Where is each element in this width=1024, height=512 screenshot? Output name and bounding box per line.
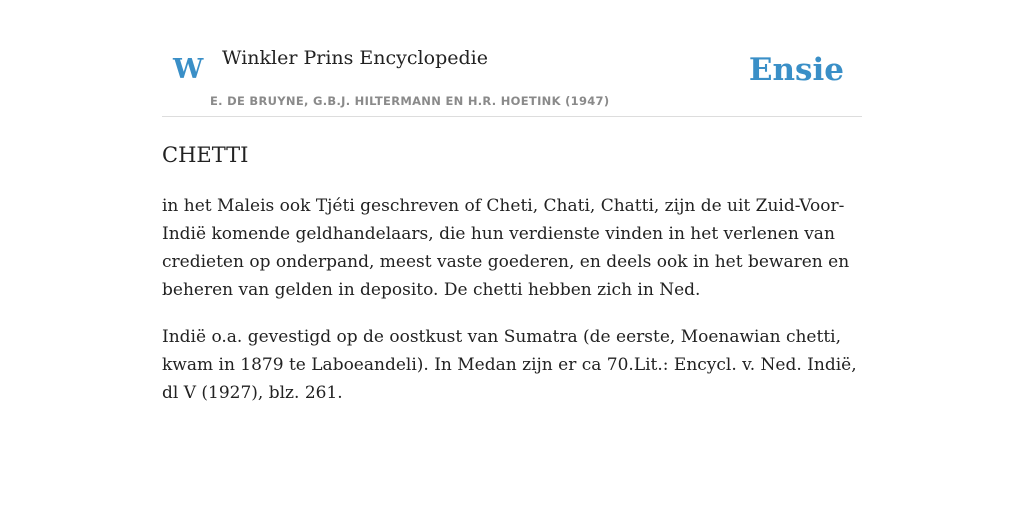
publication-title[interactable]: Winkler Prins Encyclopedie bbox=[222, 47, 488, 69]
article bbox=[162, 136, 862, 407]
publication-authors: E. DE BRUYNE, G.B.J. HILTERMANN EN H.R. HOETINK (1947) bbox=[210, 94, 610, 108]
ensie-logo[interactable]: Ensie bbox=[748, 52, 844, 88]
article-paragraph: in het Maleis ook Tjéti geschreven of Cheti, Chati, Chatti, zijn de uit Zuid-Voor-Indië komende geldhandelaars, die hun verdienste vinden in het verlenen van credieten op onderpand, meest vaste goederen, en deels ook in het bewaren en beheren van gelden in deposito. De chetti hebben zich in Ned. bbox=[162, 196, 850, 300]
article-title: CHETTI bbox=[162, 143, 249, 167]
publication-header bbox=[162, 0, 862, 117]
winkler-prins-logo[interactable]: W bbox=[173, 54, 204, 85]
article-paragraph: Indië o.a. gevestigd op de oostkust van Sumatra (de eerste, Moenawian chetti, kwam in 1879 te Laboeandeli). In Medan zijn er ca 70.Lit.: Encycl. v. Ned. Indië, dl V (1927), blz. 261. bbox=[162, 327, 857, 403]
